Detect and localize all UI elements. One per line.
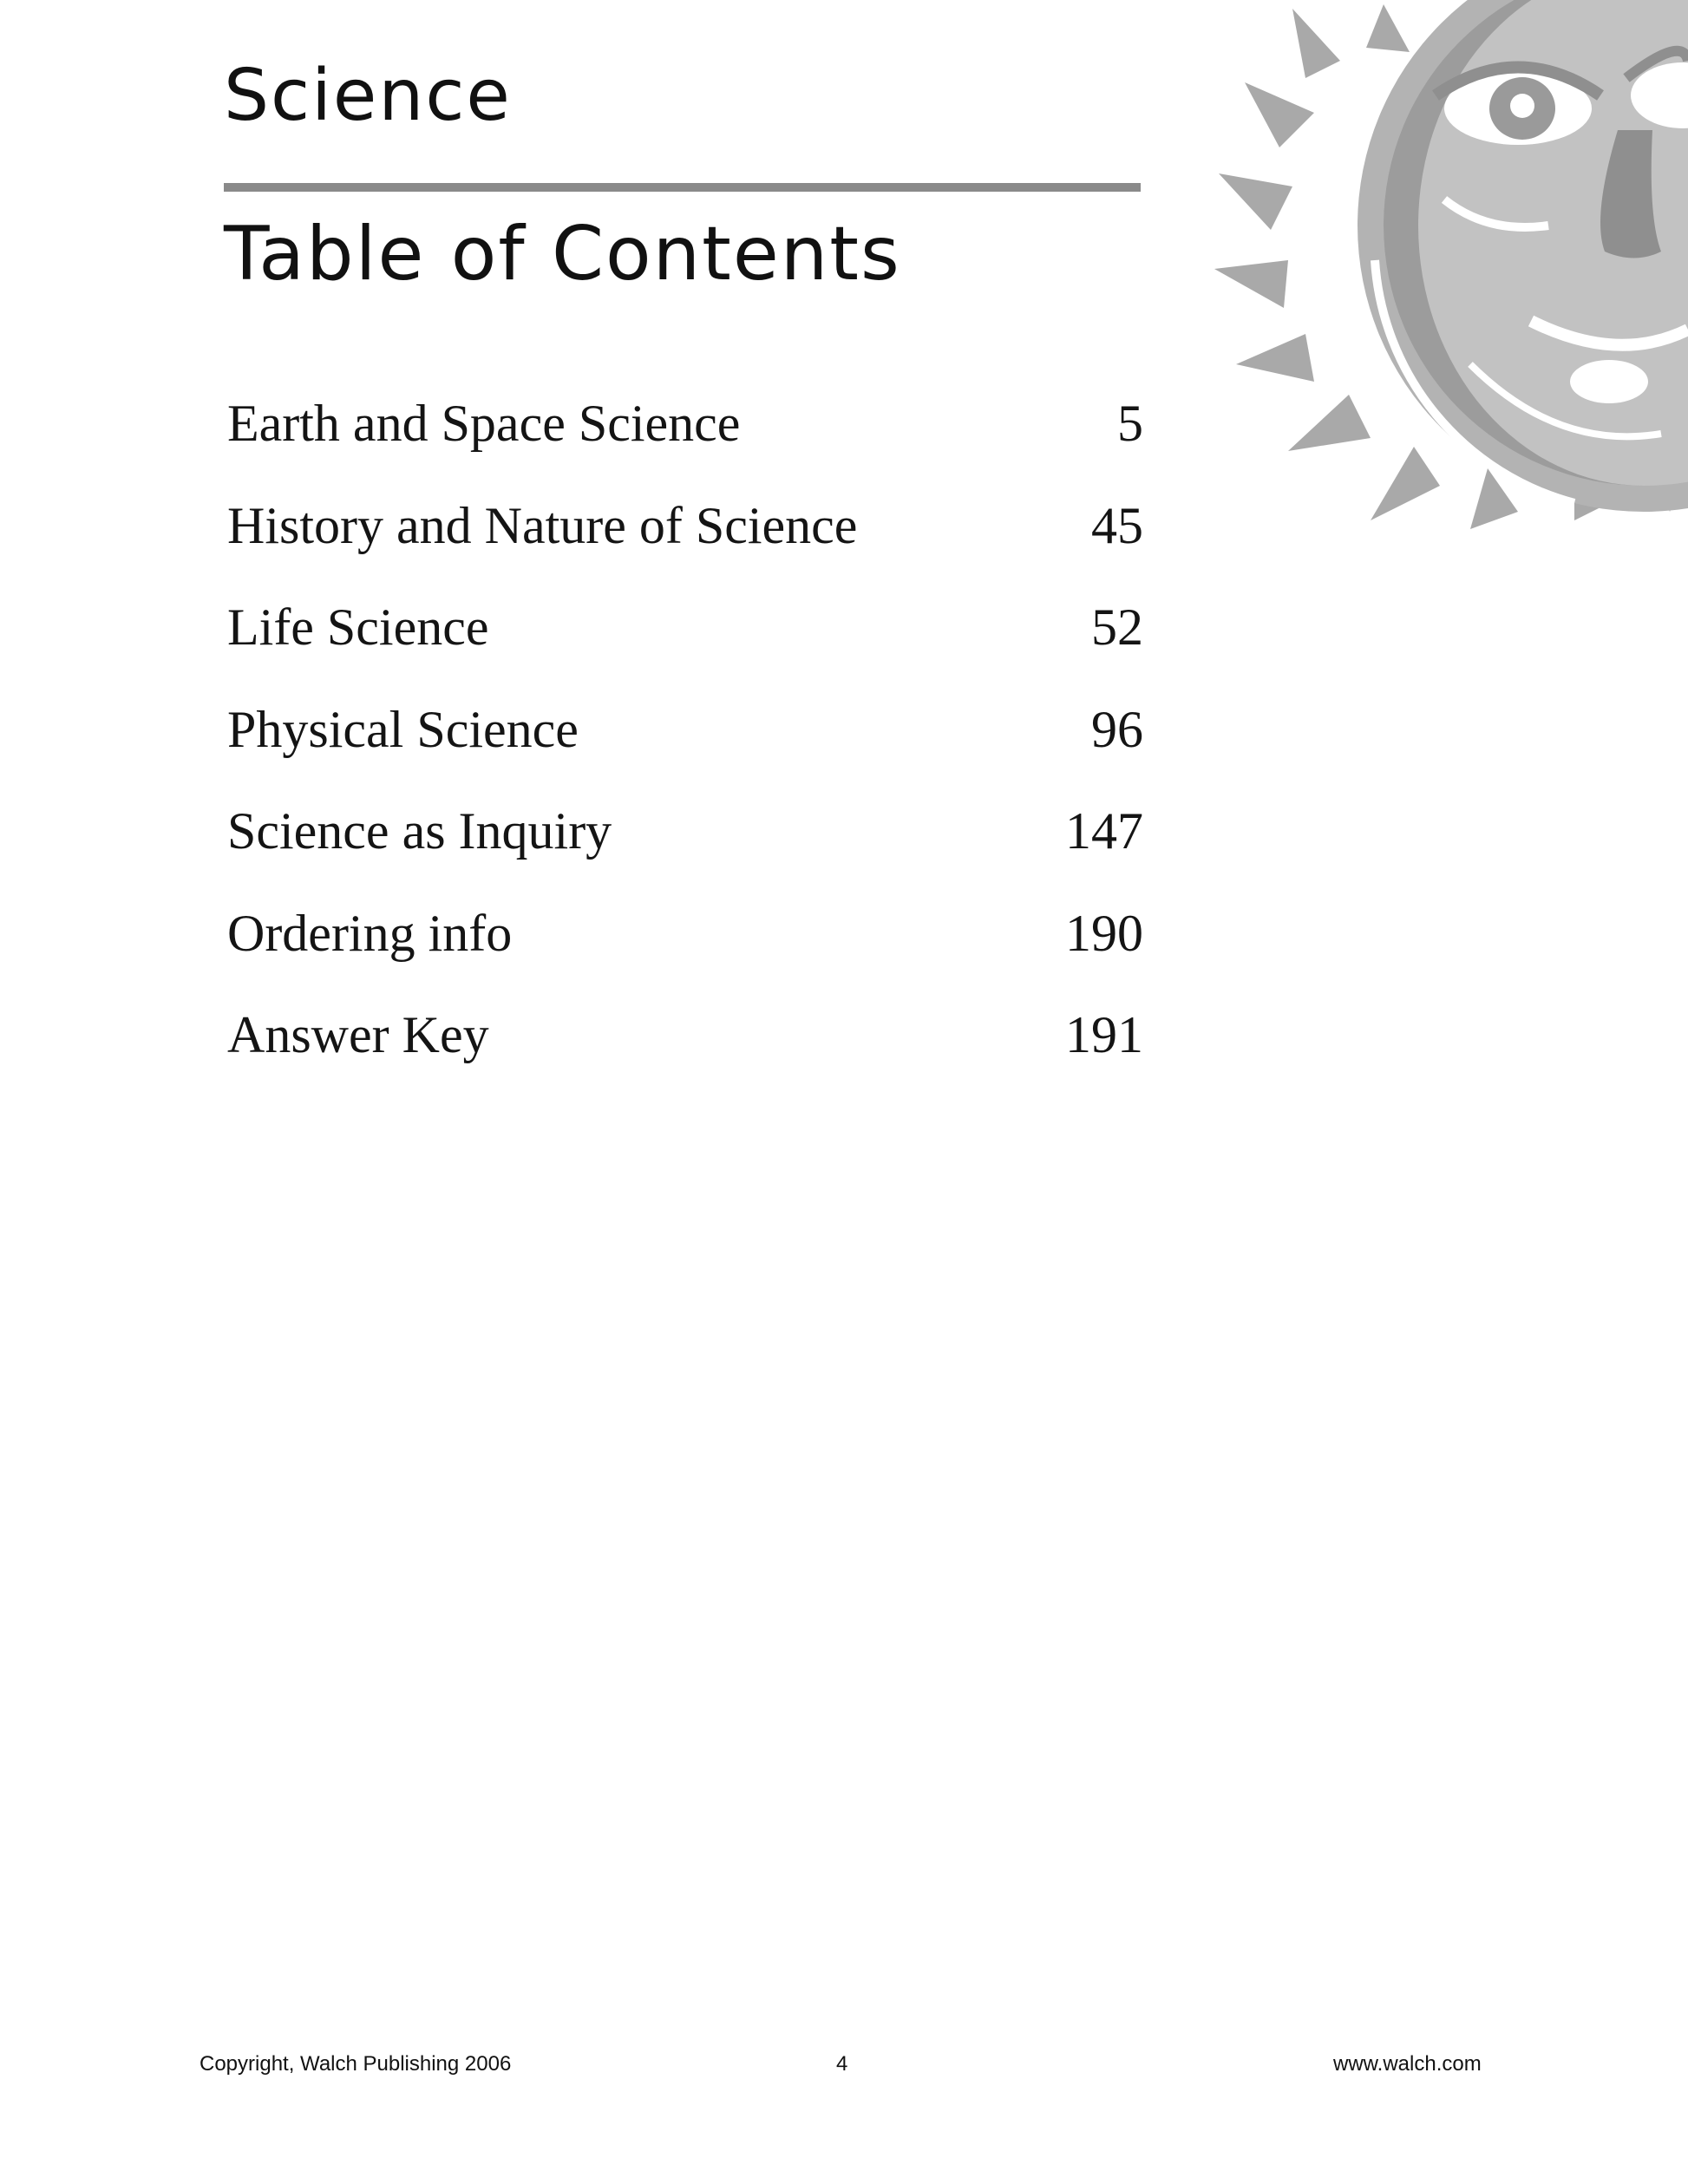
footer-copyright: Copyright, Walch Publishing 2006 xyxy=(200,2052,512,2076)
footer-page-number: 4 xyxy=(836,2052,848,2076)
toc-entry[interactable] xyxy=(227,695,1143,797)
table-of-contents xyxy=(227,389,1143,1102)
toc-entry-title: Ordering info xyxy=(227,904,513,962)
toc-entry-title: Physical Science xyxy=(227,700,579,758)
toc-entry-page: 191 xyxy=(1065,1006,1143,1063)
toc-entry[interactable] xyxy=(227,796,1143,899)
toc-heading: Table of Contents xyxy=(224,211,901,298)
toc-entry-page: 45 xyxy=(1091,496,1143,554)
page-title: Science xyxy=(224,55,512,137)
toc-entry-title: Answer Key xyxy=(227,1006,489,1063)
toc-entry-title: Life Science xyxy=(227,598,489,656)
toc-entry-title: History and Nature of Science xyxy=(227,496,858,554)
title-divider xyxy=(224,183,1141,192)
toc-entry-title: Earth and Space Science xyxy=(227,395,741,452)
toc-entry-page: 147 xyxy=(1065,802,1143,860)
toc-entry[interactable] xyxy=(227,592,1143,695)
sun-face-illustration xyxy=(1210,0,1688,529)
toc-entry[interactable] xyxy=(227,389,1143,491)
toc-entry-page: 96 xyxy=(1091,700,1143,758)
toc-entry-page: 190 xyxy=(1065,904,1143,962)
toc-entry-page: 5 xyxy=(1117,395,1143,452)
toc-entry-page: 52 xyxy=(1091,598,1143,656)
toc-entry[interactable] xyxy=(227,899,1143,1001)
toc-entry[interactable] xyxy=(227,491,1143,593)
footer-website-link[interactable]: www.walch.com xyxy=(1333,2052,1482,2076)
toc-entry-title: Science as Inquiry xyxy=(227,802,612,860)
toc-entry[interactable] xyxy=(227,1000,1143,1102)
